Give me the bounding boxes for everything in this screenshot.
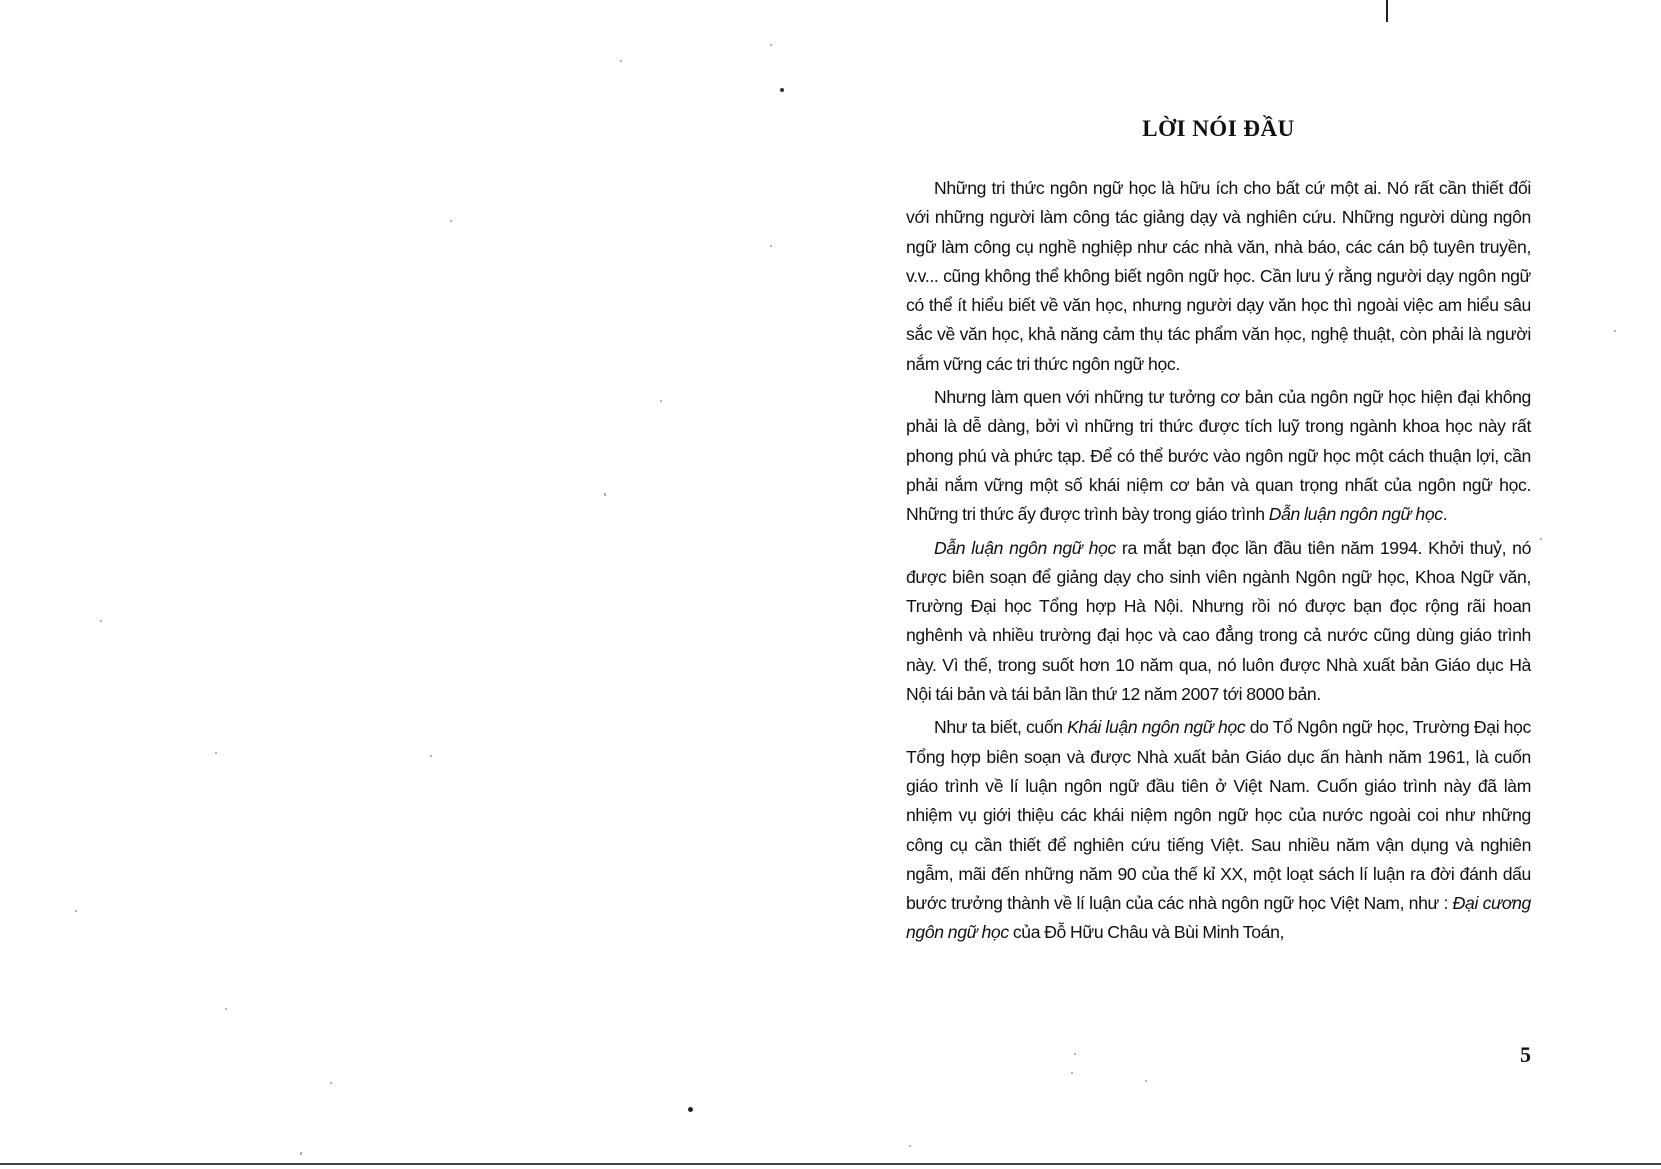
preface-paragraph bbox=[906, 383, 1531, 529]
scan-speck bbox=[770, 245, 772, 247]
scan-speck bbox=[1614, 330, 1616, 332]
scan-speck bbox=[430, 755, 432, 757]
paragraph-text: Nhưng làm quen với những tư tưởng cơ bản của ngôn ngữ học hiện đại không phải là dễ dàng, bởi vì những tri thức được tích luỹ trong ngành khoa học này rất phong phú và phức tạp. Để có thể bước vào ngôn ngữ học một cách thuận lợi, cần phải nắm vững một số khái niệm cơ bản và quan trọng nhất của ngôn ngữ học. Những tri thức ấy được trình bày trong giáo trình bbox=[906, 387, 1531, 525]
paragraph-text: Như ta biết, cuốn bbox=[934, 717, 1068, 738]
book-title-italic: Dẫn luận ngôn ngữ học bbox=[1268, 504, 1443, 525]
scan-speck bbox=[1540, 538, 1542, 540]
preface-paragraph bbox=[906, 713, 1531, 947]
paragraph-text: . bbox=[1442, 504, 1448, 525]
scan-speck bbox=[770, 44, 772, 46]
preface-page bbox=[906, 0, 1531, 1169]
page-title: LỜI NÓI ĐẦU bbox=[1142, 116, 1295, 141]
paragraph-text: do Tổ Ngôn ngữ học, Trường Đại học Tổng hợp biên soạn và được Nhà xuất bản Giáo dục ấn hành năm 1961, là cuốn giáo trình về lí luận ngôn ngữ đầu tiên ở Việt Nam. Cuốn giáo trình này đã làm nhiệm vụ giới thiệu các khái niệm ngôn ngữ học của nước ngoài coi như những công cụ cần thiết để nghiên cứu tiếng Việt. Sau nhiều năm vận dụng và nghiên ngẫm, mãi đến những năm 90 của thế kỉ XX, một loạt sách lí luận ra đời đánh dấu bước trưởng thành về lí luận của các nhà ngôn ngữ học Việt Nam, như : bbox=[906, 717, 1531, 914]
scan-speck bbox=[100, 620, 102, 622]
scan-speck bbox=[75, 910, 77, 912]
page-bottom-edge bbox=[0, 1163, 1661, 1165]
scan-speck bbox=[225, 1008, 227, 1010]
scan-speck bbox=[620, 60, 622, 62]
scan-speck bbox=[450, 220, 452, 222]
paragraph-text: Những tri thức ngôn ngữ học là hữu ích cho bất cứ một ai. Nó rất cần thiết đối với những người làm công tác giảng dạy và nghiên cứu. Những người dùng ngôn ngữ làm công cụ nghề nghiệp như các nhà văn, nhà báo, các cán bộ tuyên truyền, v.v... cũng không thể không biết ngôn ngữ học. Cần lưu ý rằng người dạy ngôn ngữ có thể ít hiểu biết về văn học, nhưng người dạy văn học thì ngoài việc am hiểu sâu sắc về văn học, khả năng cảm thụ tác phẩm văn học, nghệ thuật, còn phải là người nắm vững các tri thức ngôn ngữ học. bbox=[906, 178, 1531, 374]
scan-speck bbox=[780, 88, 784, 92]
scan-speck bbox=[300, 1152, 302, 1155]
preface-body bbox=[906, 174, 1531, 952]
scan-speck bbox=[688, 1107, 693, 1112]
book-title-italic: Dẫn luận ngôn ngữ học bbox=[934, 537, 1116, 558]
book-title-italic: Đại cương ngôn ngữ học bbox=[906, 893, 1531, 943]
scan-speck bbox=[215, 752, 217, 754]
book-title-italic: Khái luận ngôn ngữ học bbox=[1067, 717, 1246, 738]
paragraph-text: của Đỗ Hữu Châu và Bùi Minh Toán, bbox=[1008, 922, 1285, 943]
preface-paragraph bbox=[906, 174, 1531, 379]
page-number: 5 bbox=[1520, 1042, 1531, 1067]
paragraph-text: ra mắt bạn đọc lần đầu tiên năm 1994. Khởi thuỷ, nó được biên soạn để giảng dạy cho sinh viên ngành Ngôn ngữ học, Khoa Ngữ văn, Trường Đại học Tổng hợp Hà Nội. Nhưng rồi nó được bạn đọc rộng rãi hoan nghênh và nhiều trường đại học và cao đẳng trong cả nước cũng dùng giáo trình này. Vì thế, trong suốt hơn 10 năm qua, nó luôn được Nhà xuất bản Giáo dục Hà Nội tái bản và tái bản lần thứ 12 năm 2007 tới 8000 bản. bbox=[906, 537, 1531, 705]
scan-speck bbox=[660, 400, 662, 402]
scan-speck bbox=[330, 1082, 332, 1084]
preface-paragraph bbox=[906, 534, 1531, 710]
scan-speck bbox=[604, 493, 606, 496]
left-blank-page bbox=[0, 0, 830, 1169]
